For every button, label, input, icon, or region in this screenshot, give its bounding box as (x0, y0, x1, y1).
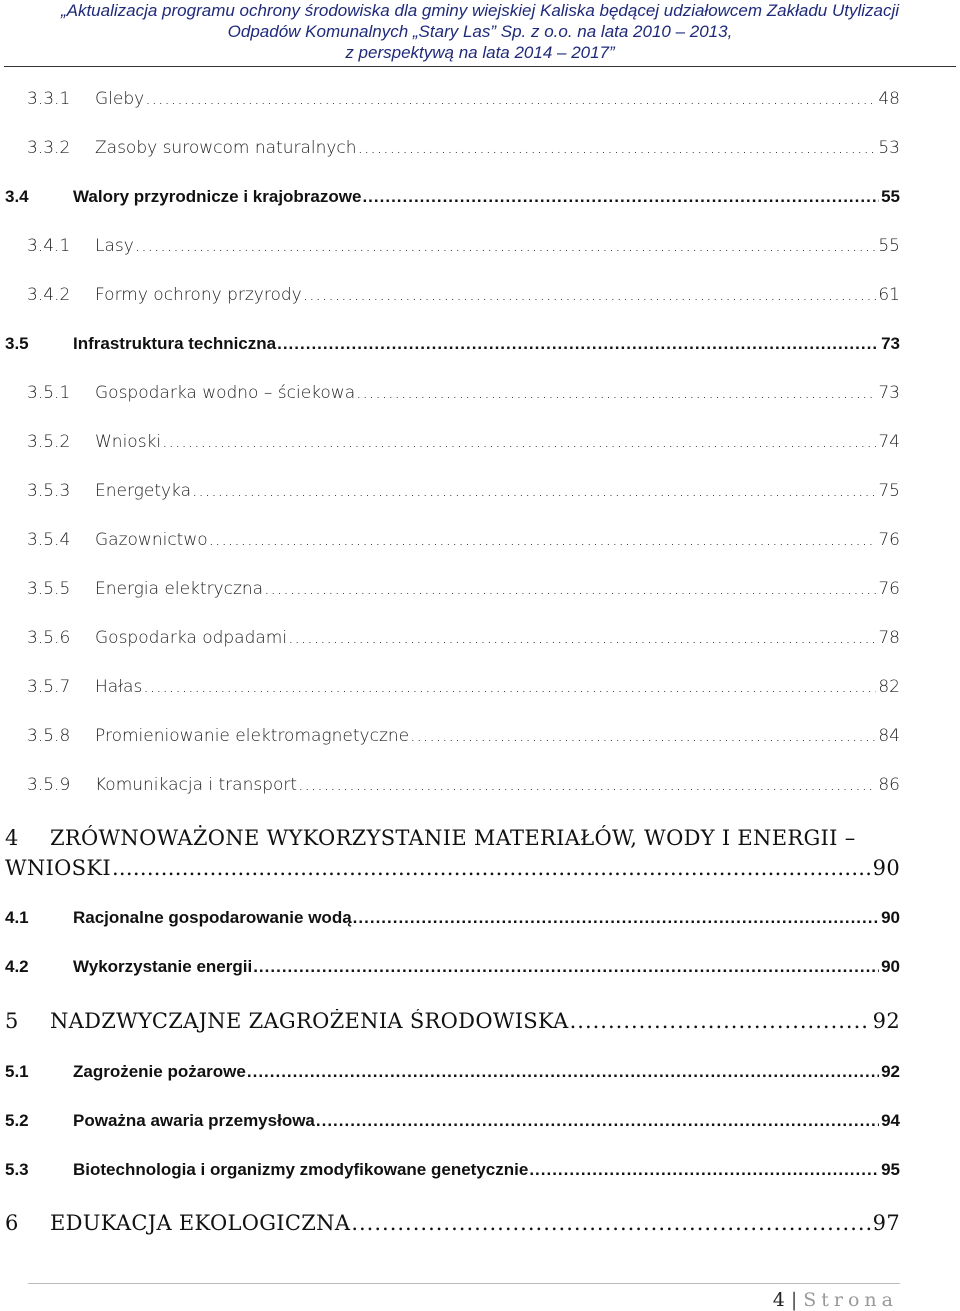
toc-number: 5 (5, 1009, 19, 1033)
header-line-3: z perspektywą na lata 2014 – 2017” (345, 43, 615, 62)
toc-title: Walory przyrodnicze i krajobrazowe (73, 187, 362, 206)
toc-title-line-1 (5, 826, 856, 850)
toc-title: Energetyka (95, 481, 192, 501)
header-line-1: „Aktualizacja programu ochrony środowiska dla gminy wiejskiej Kaliska będącej udziałowcem Zakładu Utylizacji (60, 1, 900, 20)
toc-number: 6 (5, 1211, 19, 1235)
toc-page: 73 (881, 334, 900, 353)
toc-leader-dots (303, 285, 877, 305)
toc-entry-chapter[interactable] (5, 826, 905, 886)
toc-number: 3.4.1 (27, 236, 71, 256)
toc-page: 74 (878, 432, 900, 452)
toc-number: 4 (5, 826, 19, 850)
toc-entry[interactable] (0, 957, 960, 987)
toc-title: Zagrożenie pożarowe (73, 1062, 246, 1081)
toc-number: 3.5.6 (27, 628, 71, 648)
toc-number: 5.1 (5, 1062, 29, 1081)
toc-entry[interactable] (0, 628, 960, 658)
toc-entry[interactable] (0, 89, 960, 119)
toc-page: 90 (881, 957, 900, 976)
toc-number: 3.5.7 (27, 677, 71, 697)
toc-page: 92 (872, 1009, 900, 1033)
toc-number: 3.5.4 (27, 530, 71, 550)
toc-leader-dots (264, 579, 876, 599)
toc-entry[interactable] (0, 481, 960, 511)
toc-number: 3.3.2 (27, 138, 71, 158)
toc-entry[interactable] (0, 908, 960, 938)
toc-title: Komunikacja i transport (95, 775, 298, 795)
toc-number: 3.3.1 (27, 89, 71, 109)
toc-title: EDUKACJA EKOLOGICZNA (50, 1211, 351, 1235)
toc-page: 53 (878, 138, 900, 158)
toc-title: NADZWYCZAJNE ZAGROŻENIA ŚRODOWISKA (50, 1009, 569, 1033)
toc-leader-dots (288, 628, 876, 648)
toc-title: Racjonalne gospodarowanie wodą (73, 908, 352, 927)
toc-entry-chapter[interactable] (0, 1009, 960, 1039)
toc-leader-dots (529, 1160, 879, 1180)
toc-page: 55 (878, 236, 900, 256)
toc-page: 55 (881, 187, 900, 206)
toc-leader-dots (316, 1111, 879, 1131)
toc-number: 3.5.3 (27, 481, 71, 501)
toc-number: 5.3 (5, 1160, 29, 1179)
toc-entry[interactable] (0, 1111, 960, 1141)
toc-leader-dots (353, 908, 879, 928)
toc-page: 82 (878, 677, 900, 697)
toc-leader-dots (277, 334, 879, 354)
toc-page: 84 (878, 726, 900, 746)
running-header (0, 0, 960, 66)
toc-page: 94 (881, 1111, 900, 1130)
toc-leader-dots (112, 856, 872, 880)
toc-number: 3.5.8 (27, 726, 71, 746)
footer-divider (28, 1283, 900, 1284)
toc-page: 76 (878, 530, 900, 550)
toc-page: 61 (878, 285, 900, 305)
toc-leader-dots (162, 432, 876, 452)
toc-title: Formy ochrony przyrody (95, 285, 302, 305)
toc-page: 95 (881, 1160, 900, 1179)
toc-leader-dots (135, 236, 877, 256)
toc-number: 3.5.5 (27, 579, 71, 599)
toc-leader-dots (247, 1062, 879, 1082)
footer-page-label: Strona (803, 1289, 898, 1311)
toc-title: Biotechnologia i organizmy zmodyfikowane genetycznie (73, 1160, 529, 1179)
toc-title: Gospodarka wodno – ściekowa (95, 383, 356, 403)
toc-title-continued: WNIOSKI (5, 856, 111, 880)
toc-entry[interactable] (0, 334, 960, 364)
toc-number: 4.2 (5, 957, 29, 976)
header-divider (4, 66, 956, 67)
toc-page: 90 (881, 908, 900, 927)
toc-title-line-2 (5, 856, 900, 880)
toc-page: 90 (872, 856, 900, 880)
toc-page: 86 (878, 775, 900, 795)
toc-entry[interactable] (0, 187, 960, 217)
toc-number: 3.4 (5, 187, 29, 206)
page-footer (773, 1289, 898, 1311)
toc-leader-dots (362, 187, 879, 207)
toc-leader-dots (209, 530, 877, 550)
toc-page: 48 (878, 89, 900, 109)
toc-entry[interactable] (0, 677, 960, 707)
toc-entry[interactable] (0, 432, 960, 462)
toc-page: 76 (878, 579, 900, 599)
toc-page: 73 (878, 383, 900, 403)
toc-leader-dots (410, 726, 876, 746)
toc-title: Gospodarka odpadami (95, 628, 288, 648)
toc-page: 97 (872, 1211, 900, 1235)
toc-number: 4.1 (5, 908, 29, 927)
toc-title: Hałas (95, 677, 143, 697)
toc-title: Promieniowanie elektromagnetyczne (95, 726, 410, 746)
toc-title: Lasy (95, 236, 134, 256)
toc-title: Wnioski (95, 432, 162, 452)
toc-entry[interactable] (0, 285, 960, 315)
toc-leader-dots (253, 957, 879, 977)
toc-entry[interactable] (0, 775, 960, 805)
page-number: 4 (772, 1289, 785, 1311)
toc-title: ZRÓWNOWAŻONE WYKORZYSTANIE MATERIAŁÓW, WODY I ENERGII – (50, 826, 856, 850)
toc-leader-dots (570, 1009, 871, 1033)
toc-leader-dots (192, 481, 876, 501)
toc-page: 75 (878, 481, 900, 501)
toc-number: 3.5.2 (27, 432, 71, 452)
toc-entry[interactable] (0, 236, 960, 266)
toc-number: 3.5.1 (27, 383, 71, 403)
toc-title: Gleby (95, 89, 145, 109)
toc-entry[interactable] (0, 138, 960, 168)
toc-title: Poważna awaria przemysłowa (73, 1111, 315, 1130)
toc-title: Zasoby surowcom naturalnych (95, 138, 357, 158)
toc-entry[interactable] (0, 383, 960, 413)
toc-leader-dots (143, 677, 876, 697)
toc-leader-dots (351, 1211, 870, 1235)
toc-page: 92 (881, 1062, 900, 1081)
toc-entry-chapter[interactable] (0, 1211, 960, 1241)
toc-entry[interactable] (0, 726, 960, 756)
toc-page: 78 (878, 628, 900, 648)
toc-leader-dots (298, 775, 876, 795)
toc-entry[interactable] (0, 1062, 960, 1092)
toc-entry[interactable] (0, 579, 960, 609)
toc-leader-dots (145, 89, 876, 109)
toc-leader-dots (358, 138, 877, 158)
toc-leader-dots (356, 383, 876, 403)
toc-entry[interactable] (0, 530, 960, 560)
toc-entry[interactable] (0, 1160, 960, 1190)
toc-number: 3.5 (5, 334, 29, 353)
header-line-2: Odpadów Komunalnych „Stary Las” Sp. z o.o. na lata 2010 – 2013, (227, 22, 733, 41)
toc-title: Gazownictwo (95, 530, 208, 550)
toc-number: 3.4.2 (27, 285, 71, 305)
footer-separator: | (790, 1289, 798, 1311)
toc-number: 5.2 (5, 1111, 29, 1130)
toc-number: 3.5.9 (27, 775, 71, 795)
toc-title: Infrastruktura techniczna (73, 334, 277, 353)
toc-title: Energia elektryczna (95, 579, 264, 599)
toc-title: Wykorzystanie energii (73, 957, 253, 976)
